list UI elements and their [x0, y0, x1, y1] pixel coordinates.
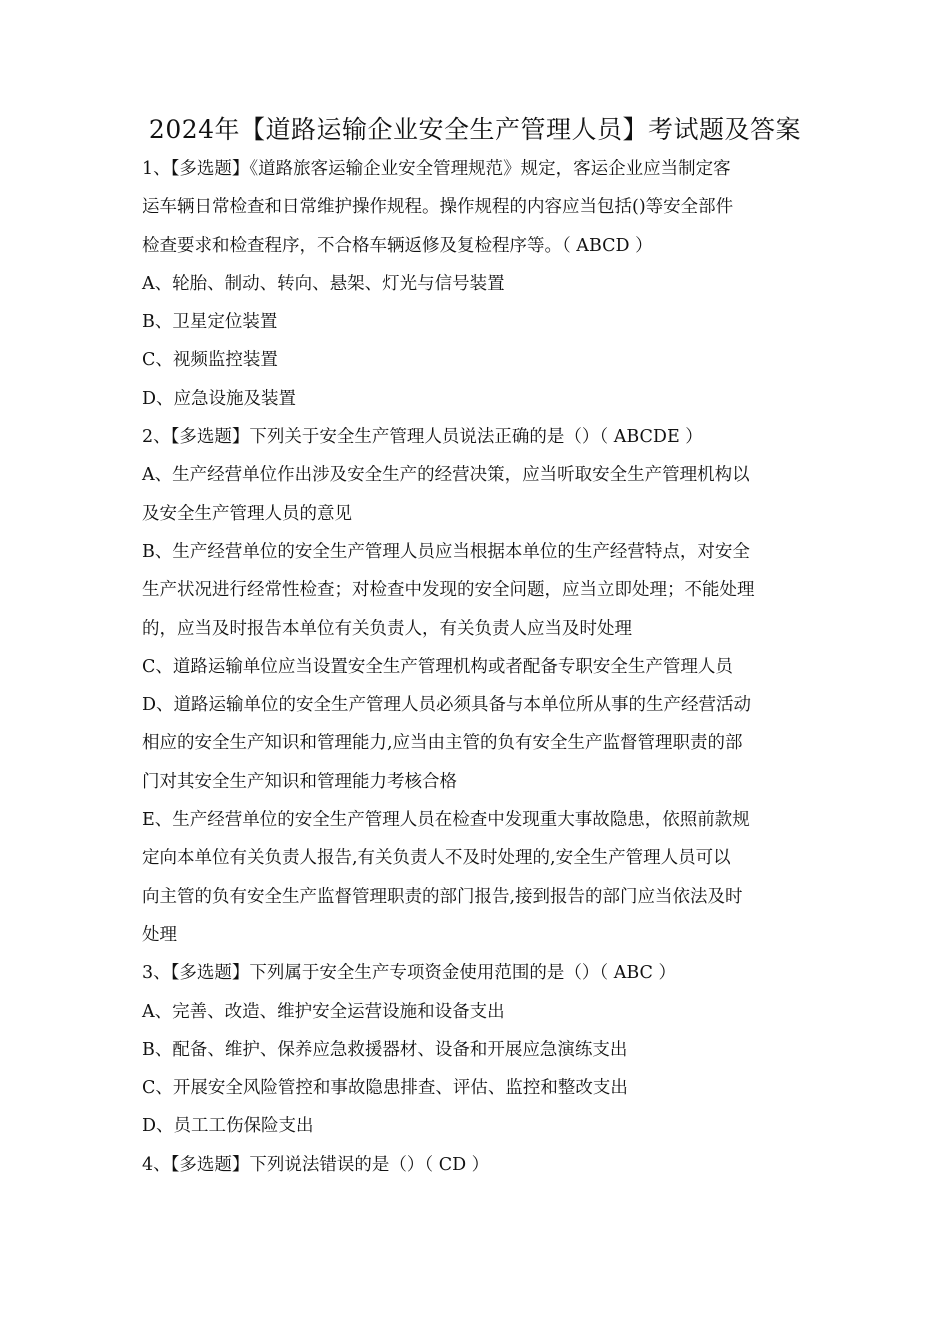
question-1-option-a: A、轮胎、制动、转向、悬架、灯光与信号装置 — [142, 273, 505, 294]
question-1-line-2: 运车辆日常检查和日常维护操作规程。操作规程的内容应当包括()等安全部件 — [142, 197, 734, 218]
question-2-stem: 2、【多选题】下列关于安全生产管理人员说法正确的是（）（ ABCDE ） — [142, 427, 703, 448]
question-2-option-e-line-2: 定向本单位有关负责人报告,有关负责人不及时处理的,安全生产管理人员可以 — [142, 848, 731, 869]
question-2-option-b-line-3: 的，应当及时报告本单位有关负责人，有关负责人应当及时处理 — [142, 618, 632, 639]
question-2-option-b-line-1: B、生产经营单位的安全生产管理人员应当根据本单位的生产经营特点，对安全 — [142, 541, 750, 562]
question-2-option-e-line-3: 向主管的负有安全生产监督管理职责的部门报告,接到报告的部门应当依法及时 — [142, 886, 743, 907]
document-title: 2024年【道路运输企业安全生产管理人员】考试题及答案 — [148, 115, 802, 144]
question-2-option-e-line-1: E、生产经营单位的安全生产管理人员在检查中发现重大事故隐患，依照前款规 — [142, 810, 750, 831]
question-1-line-1: 1、【多选题】《道路旅客运输企业安全管理规范》规定，客运企业应当制定客 — [142, 159, 731, 179]
question-2-option-b-line-2: 生产状况进行经常性检查；对检查中发现的安全问题，应当立即处理；不能处理 — [142, 580, 755, 601]
question-list — [142, 150, 814, 1184]
question-2-option-c: C、道路运输单位应当设置安全生产管理机构或者配备专职安全生产管理人员 — [142, 656, 733, 677]
question-1-option-b: B、卫星定位装置 — [142, 312, 278, 333]
question-3-option-c: C、开展安全风险管控和事故隐患排查、评估、监控和整改支出 — [142, 1078, 628, 1099]
question-2-option-a-line-2: 及安全生产管理人员的意见 — [142, 503, 352, 524]
question-2-option-a-line-1: A、生产经营单位作出涉及安全生产的经营决策，应当听取安全生产管理机构以 — [142, 465, 750, 486]
question-1-line-3: 检查要求和检查程序，不合格车辆返修及复检程序等。（ ABCD ） — [142, 235, 653, 256]
question-3-option-d: D、员工工伤保险支出 — [142, 1116, 314, 1137]
question-3-option-b: B、配备、维护、保养应急救援器材、设备和开展应急演练支出 — [142, 1039, 628, 1060]
question-2-option-e-line-4: 处理 — [142, 924, 177, 945]
question-3-option-a: A、完善、改造、维护安全运营设施和设备支出 — [142, 1001, 505, 1022]
question-1-option-c: C、视频监控装置 — [142, 350, 278, 371]
question-2-option-d-line-2: 相应的安全生产知识和管理能力,应当由主管的负有安全生产监督管理职责的部 — [142, 733, 743, 754]
question-2-option-d-line-1: D、道路运输单位的安全生产管理人员必须具备与本单位所从事的生产经营活动 — [142, 695, 752, 716]
question-3-stem: 3、【多选题】下列属于安全生产专项资金使用范围的是（）（ ABC ） — [142, 963, 676, 984]
question-1-option-d: D、应急设施及装置 — [142, 388, 297, 409]
question-4-stem: 4、【多选题】下列说法错误的是（）（ CD ） — [142, 1154, 490, 1175]
question-2-option-d-line-3: 门对其安全生产知识和管理能力考核合格 — [142, 771, 457, 792]
